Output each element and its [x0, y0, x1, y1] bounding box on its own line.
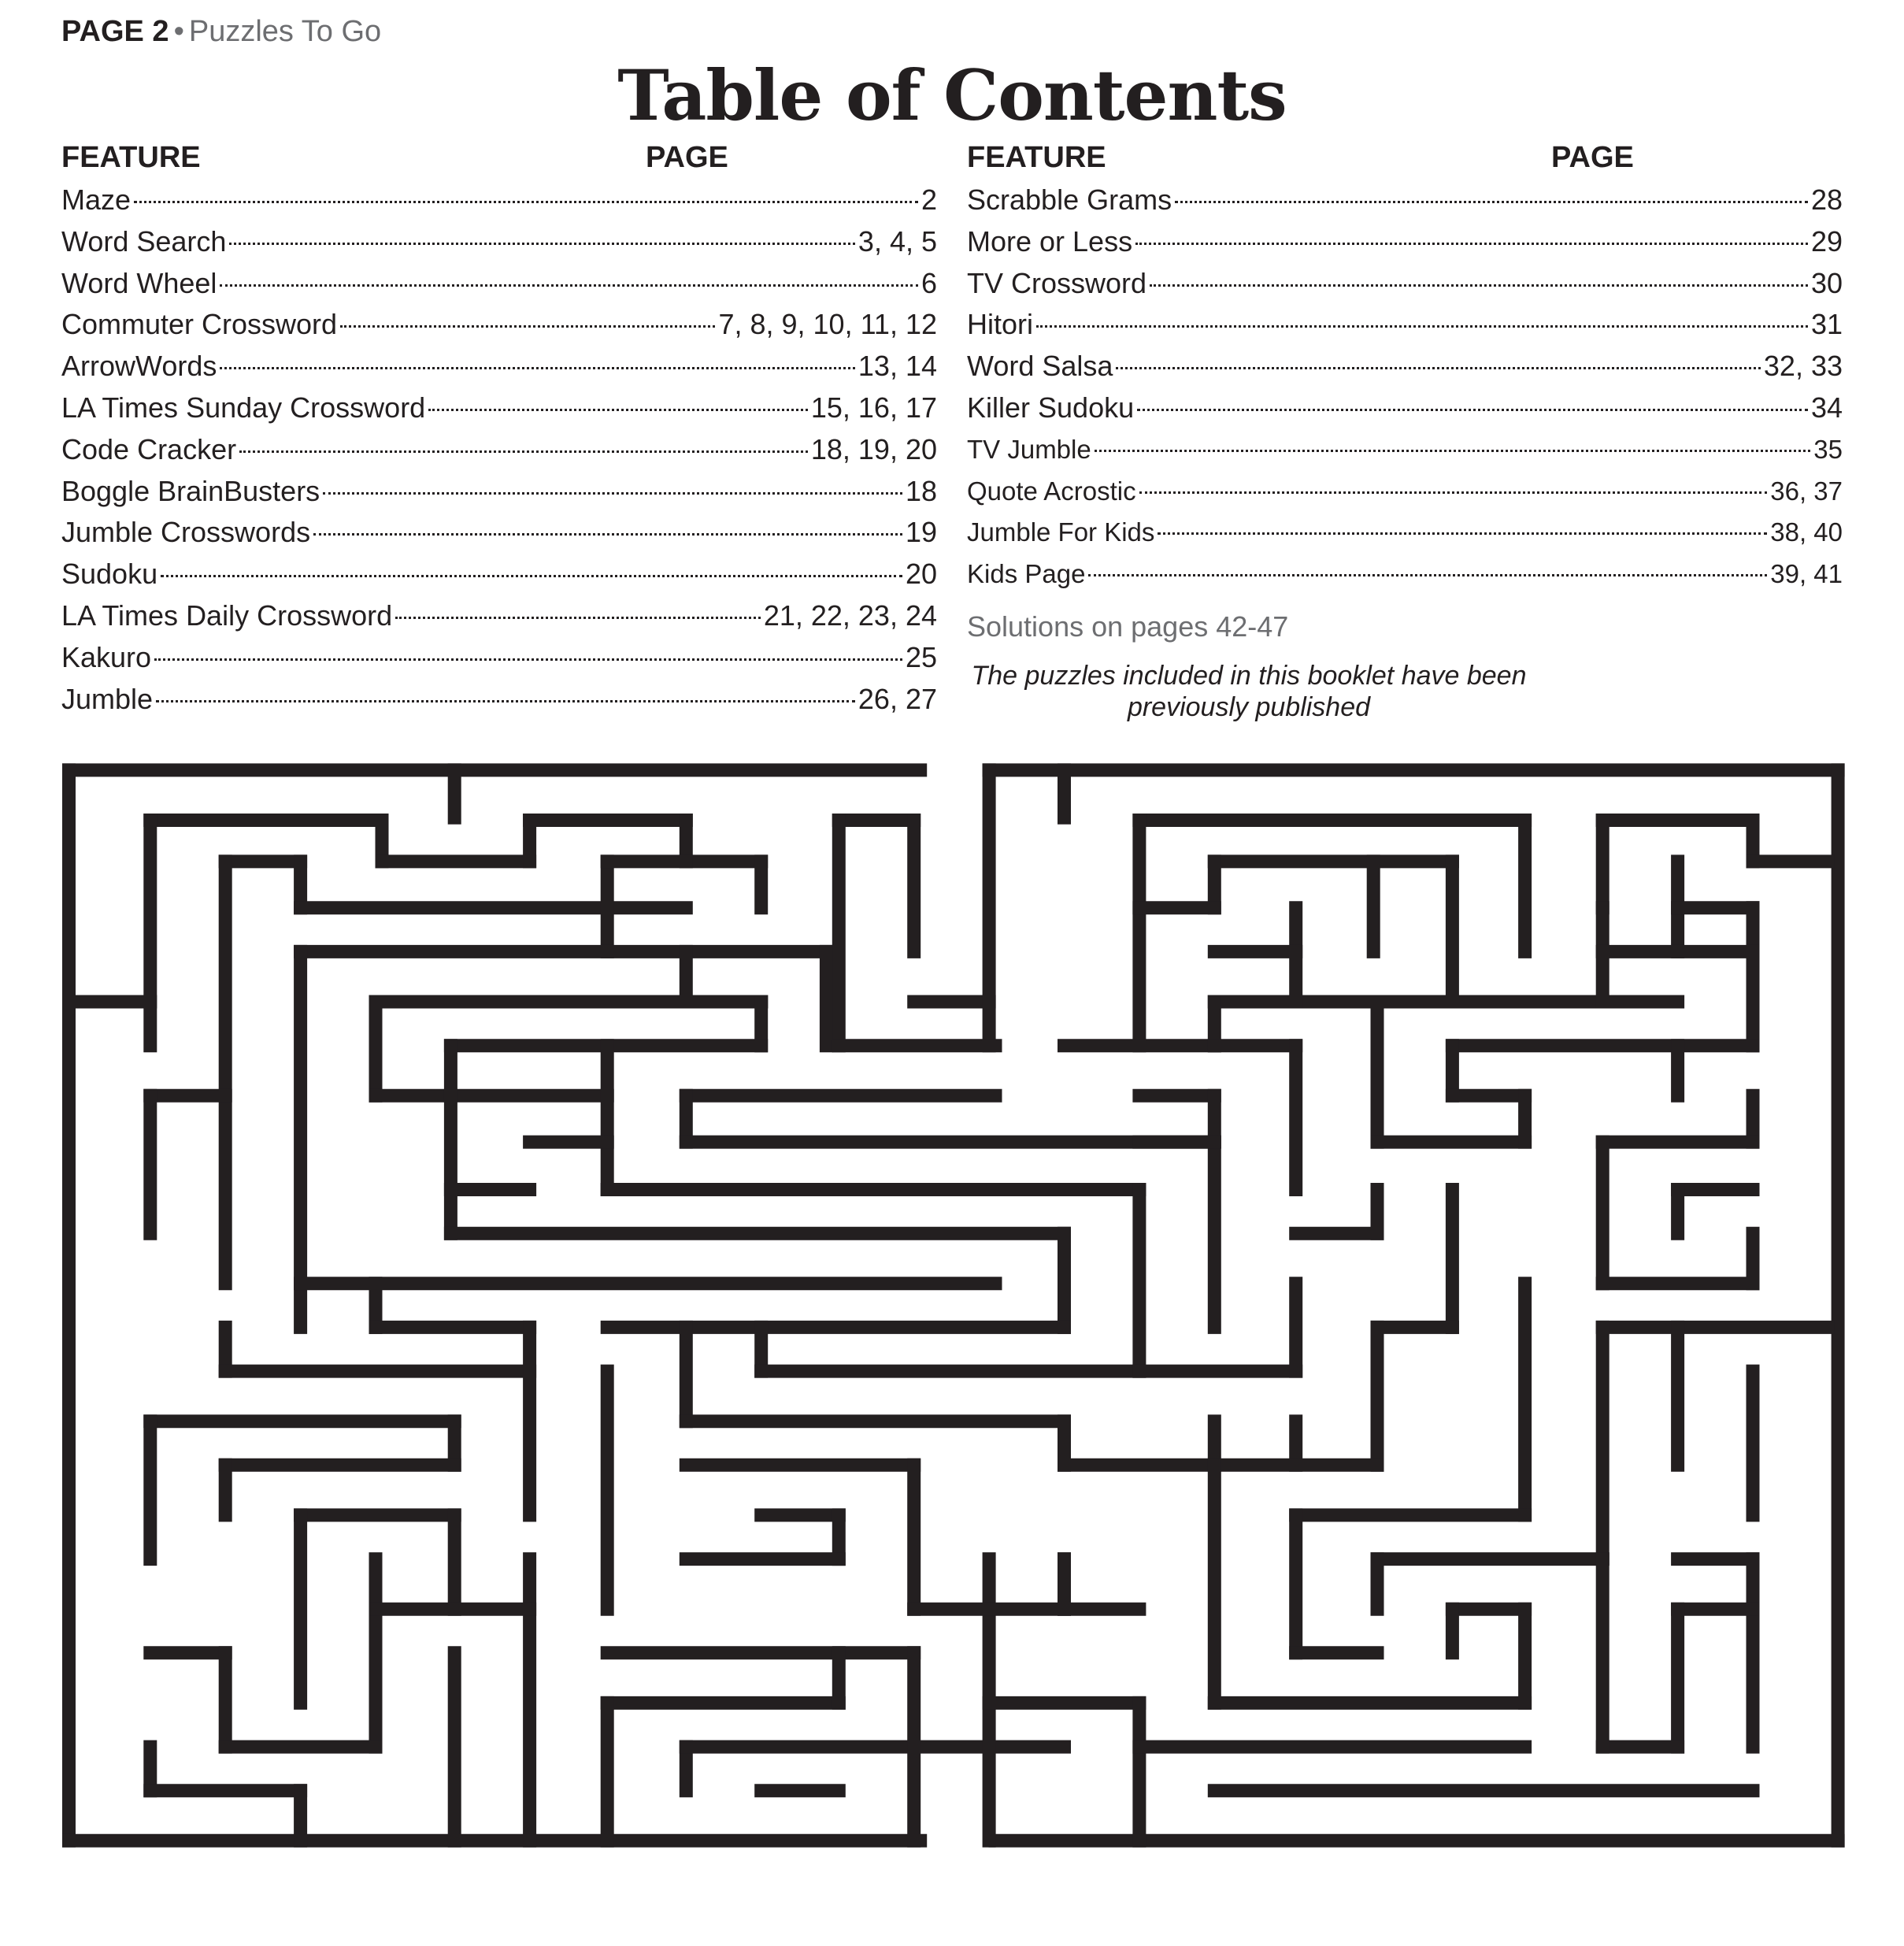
toc-entry-name: Kakuro — [61, 640, 152, 673]
toc-entry-name: TV Crossword — [967, 266, 1147, 299]
feature-heading: FEATURE — [61, 141, 201, 174]
toc-entry-name: Jumble Crosswords — [61, 516, 311, 549]
solutions-note: Solutions on pages 42-47 — [967, 610, 1289, 643]
toc-entry-pages: 3, 4, 5 — [858, 224, 937, 258]
toc-entry-name: Killer Sudoku — [967, 391, 1135, 424]
toc-entry-pages: 31 — [1810, 308, 1843, 341]
toc-entry-pages: 39, 41 — [1770, 559, 1843, 589]
toc-entry-name: Jumble For Kids — [967, 517, 1155, 547]
toc-entry-pages: 19 — [905, 516, 937, 549]
toc-entry-pages: 36, 37 — [1770, 476, 1843, 506]
toc-entry-pages: 30 — [1810, 266, 1843, 299]
toc-entry-name: Jumble — [61, 682, 154, 715]
toc-entry-name: Sudoku — [61, 558, 158, 591]
toc-entry-pages: 21, 22, 23, 24 — [763, 599, 937, 632]
page-title: Table of Contents — [617, 54, 1287, 136]
toc-entry-pages: 29 — [1810, 224, 1843, 258]
toc-entry-name: Commuter Crossword — [61, 308, 338, 341]
toc-entry-name: Scrabble Grams — [967, 183, 1172, 216]
toc-entry-pages: 26, 27 — [858, 682, 937, 715]
toc-entry-name: Word Salsa — [967, 350, 1113, 383]
toc-entry-pages: 38, 40 — [1770, 517, 1843, 547]
toc-entry-pages: 28 — [1810, 183, 1843, 216]
toc-entry-pages: 13, 14 — [858, 350, 937, 383]
toc-entry-name: Hitori — [967, 308, 1034, 341]
toc-entry-name: TV Jumble — [967, 434, 1091, 464]
toc-entry-pages: 20 — [905, 558, 937, 591]
toc-entry-name: ArrowWords — [61, 350, 217, 383]
toc-entry-name: Kids Page — [967, 559, 1086, 589]
toc-entry-name: Word Search — [61, 224, 227, 258]
page-heading: PAGE — [646, 141, 728, 174]
publication-note-line: previously published — [1127, 691, 1371, 722]
toc-entry-pages: 2 — [921, 183, 937, 216]
toc-entry-name: Boggle BrainBusters — [61, 474, 320, 507]
toc-entry-name: Maze — [61, 183, 132, 216]
toc-entry-pages: 7, 8, 9, 10, 11, 12 — [718, 308, 937, 341]
toc-entry-pages: 18, 19, 20 — [810, 432, 937, 465]
toc-entry-name: LA Times Daily Crossword — [61, 599, 393, 632]
toc-entry-pages: 18 — [905, 474, 937, 507]
toc-entry-pages: 34 — [1810, 391, 1843, 424]
toc-entry-name: Code Cracker — [61, 432, 237, 465]
toc-entry-pages: 35 — [1813, 434, 1843, 464]
toc-entry-pages: 25 — [905, 640, 937, 673]
publication-note-line: The puzzles included in this booklet have been — [971, 660, 1527, 691]
toc-entry-name: Quote Acrostic — [967, 476, 1136, 506]
toc-entry-name: More or Less — [967, 224, 1133, 258]
page-number-label: PAGE 2 — [61, 15, 169, 48]
maze-walls — [69, 770, 1839, 1840]
feature-heading: FEATURE — [967, 141, 1106, 174]
toc-entry-name: Word Wheel — [61, 266, 217, 299]
header-bullet: • — [173, 15, 184, 48]
toc-entry-pages: 6 — [921, 266, 937, 299]
toc-entry-name: LA Times Sunday Crossword — [61, 391, 426, 424]
publication-name: Puzzles To Go — [188, 15, 382, 48]
page-heading: PAGE — [1551, 141, 1634, 174]
toc-entry-pages: 32, 33 — [1763, 350, 1843, 383]
toc-entry-pages: 15, 16, 17 — [810, 391, 937, 424]
